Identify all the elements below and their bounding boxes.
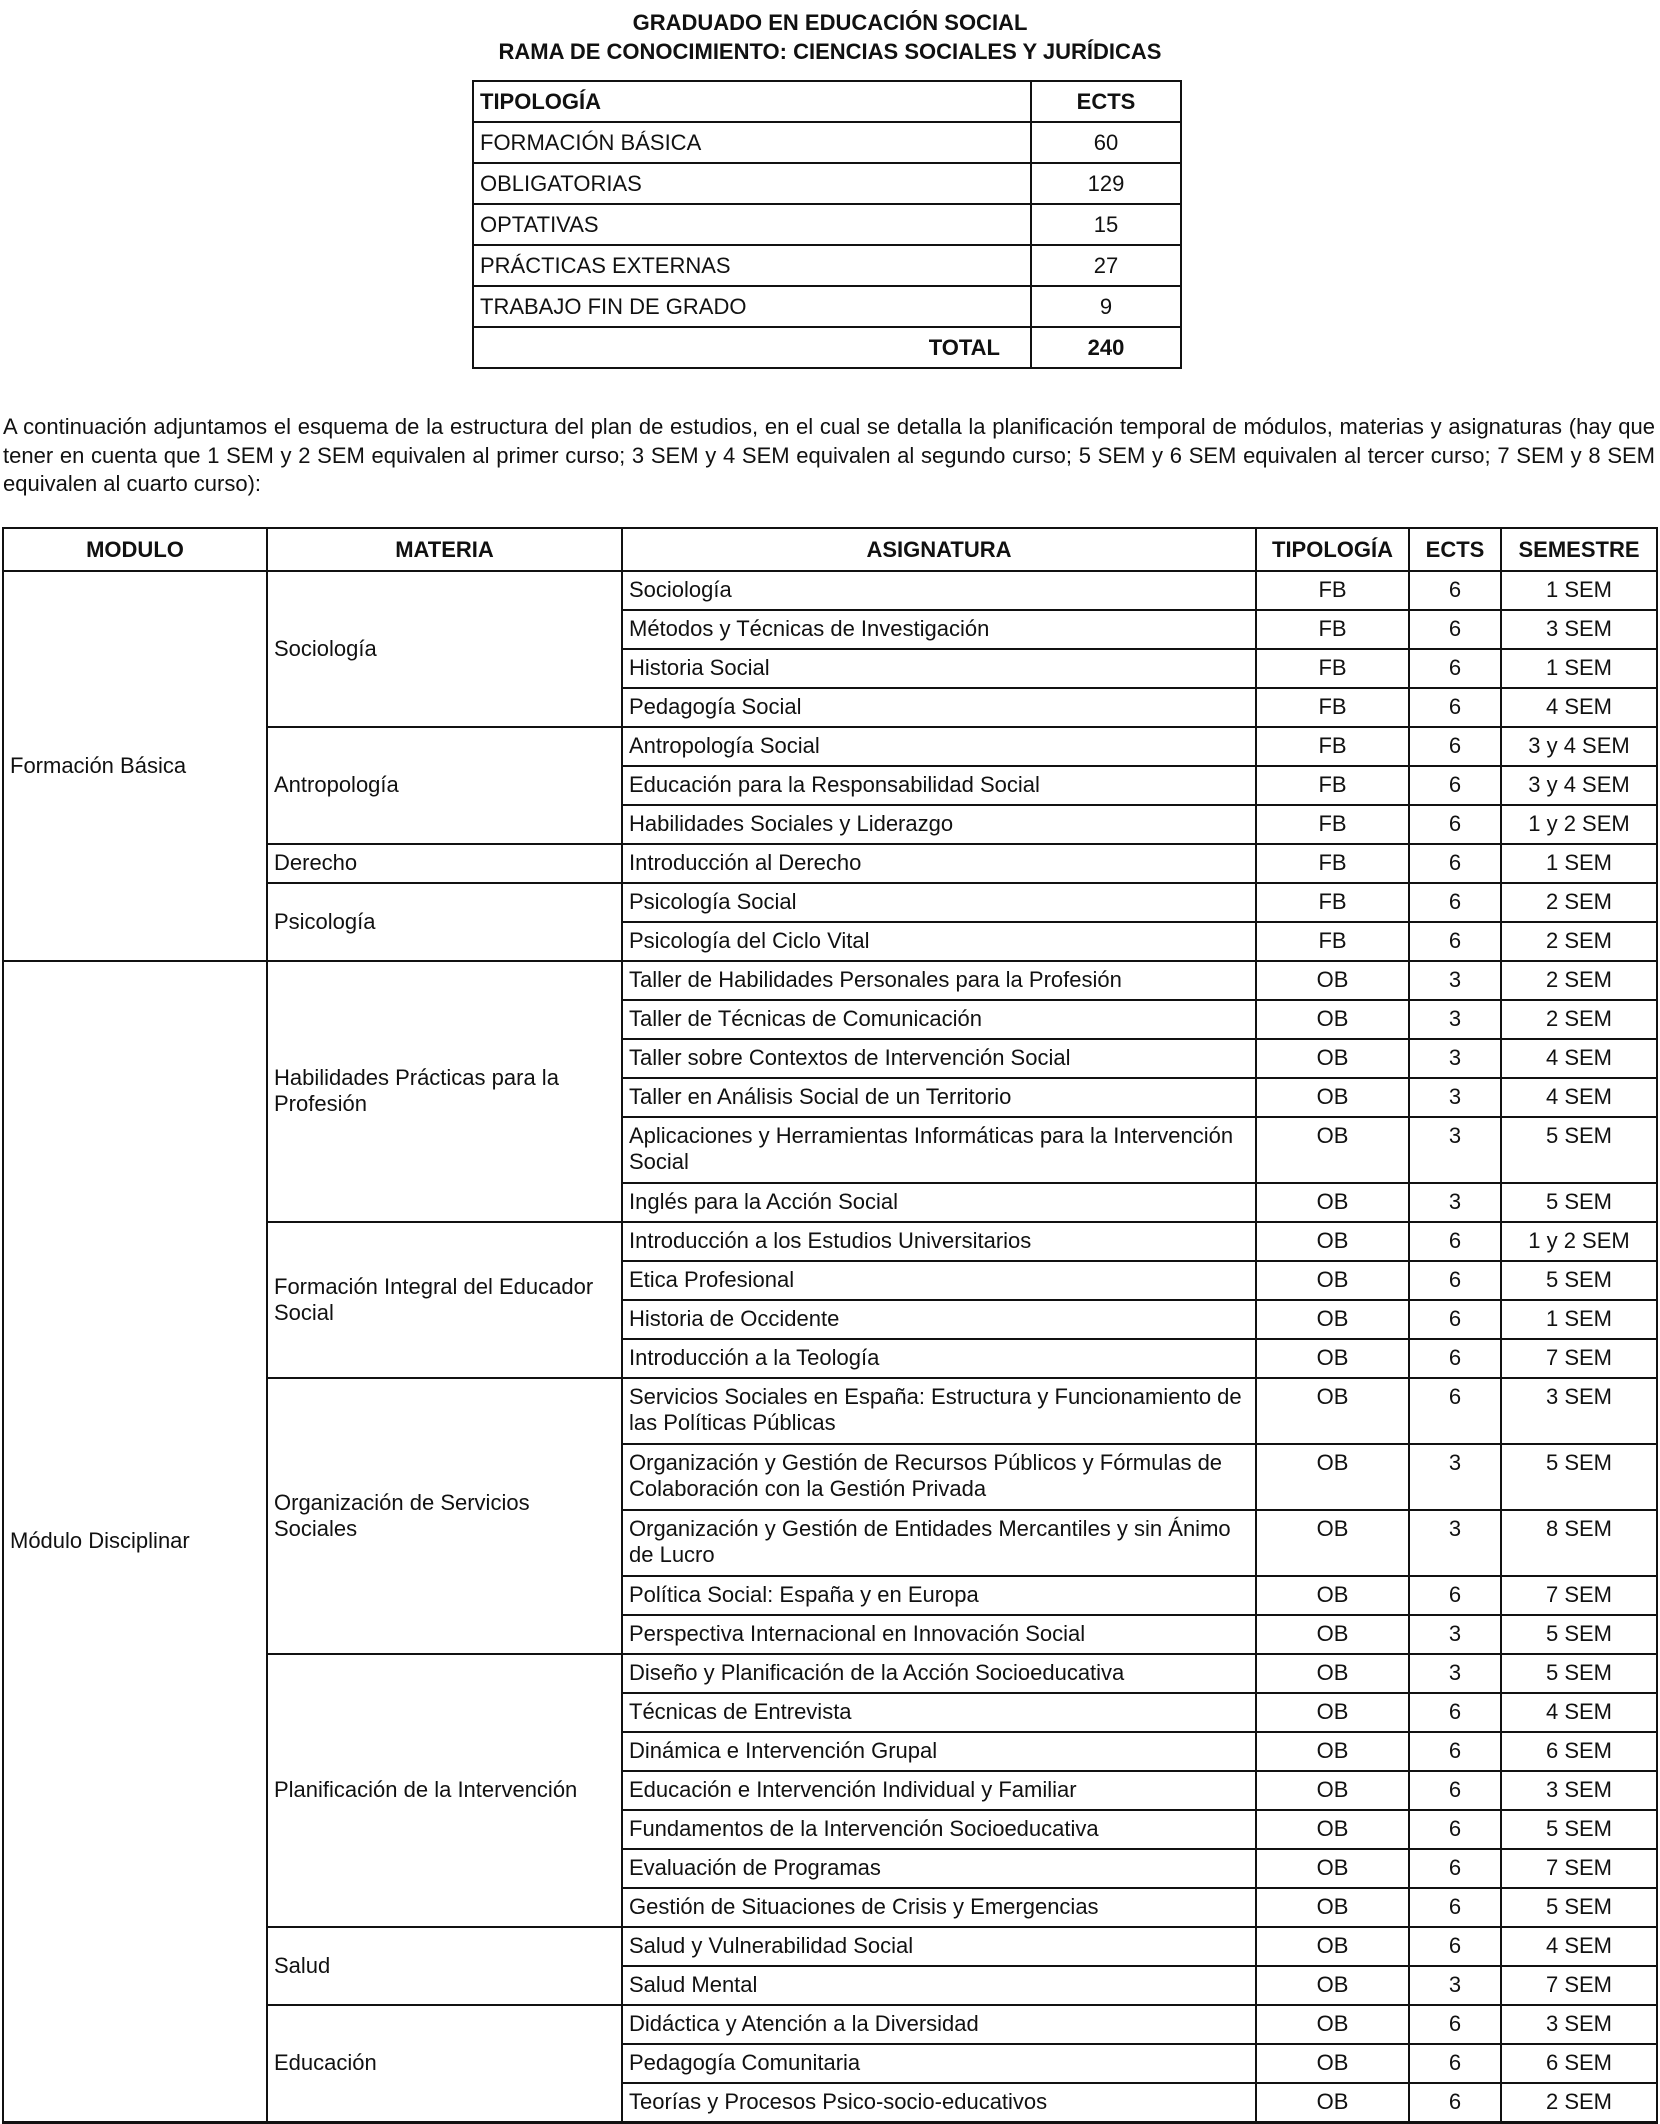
- semestre-cell: 7 SEM: [1501, 1849, 1657, 1888]
- asignatura-cell: Habilidades Sociales y Liderazgo: [622, 805, 1256, 844]
- tipologia-cell: OB: [1256, 1849, 1409, 1888]
- ects-cell: 6: [1409, 2083, 1501, 2123]
- header-semestre: SEMESTRE: [1501, 528, 1657, 571]
- ects-cell: 3: [1409, 961, 1501, 1000]
- ects-cell: 3: [1409, 1078, 1501, 1117]
- asignatura-cell: Salud Mental: [622, 1966, 1256, 2005]
- summary-header-tipologia: TIPOLOGÍA: [473, 81, 1031, 122]
- asignatura-cell: Política Social: España y en Europa: [622, 1576, 1256, 1615]
- asignatura-cell: Métodos y Técnicas de Investigación: [622, 610, 1256, 649]
- asignatura-cell: Historia Social: [622, 649, 1256, 688]
- materia-cell: Habilidades Prácticas para la Profesión: [267, 961, 622, 1222]
- asignatura-cell: Aplicaciones y Herramientas Informáticas para la Intervención Social: [622, 1117, 1256, 1183]
- semestre-cell: 3 SEM: [1501, 2005, 1657, 2044]
- header-modulo: MODULO: [3, 528, 267, 571]
- asignatura-cell: Taller de Habilidades Personales para la Profesión: [622, 961, 1256, 1000]
- table-row: [3, 961, 1657, 1000]
- header-tipologia: TIPOLOGÍA: [1256, 528, 1409, 571]
- ects-cell: 3: [1409, 1444, 1501, 1510]
- tipologia-cell: FB: [1256, 805, 1409, 844]
- semestre-cell: 2 SEM: [1501, 883, 1657, 922]
- summary-tipologia: OBLIGATORIAS: [473, 163, 1031, 204]
- header-ects: ECTS: [1409, 528, 1501, 571]
- ects-cell: 6: [1409, 922, 1501, 961]
- tipologia-cell: OB: [1256, 1078, 1409, 1117]
- materia-cell: Organización de Servicios Sociales: [267, 1378, 622, 1654]
- tipologia-cell: OB: [1256, 1810, 1409, 1849]
- semestre-cell: 1 y 2 SEM: [1501, 1222, 1657, 1261]
- asignatura-cell: Antropología Social: [622, 727, 1256, 766]
- asignatura-cell: Introducción a los Estudios Universitarios: [622, 1222, 1256, 1261]
- ects-cell: 6: [1409, 610, 1501, 649]
- summary-total-value: 240: [1031, 327, 1181, 368]
- asignatura-cell: Psicología Social: [622, 883, 1256, 922]
- asignatura-cell: Evaluación de Programas: [622, 1849, 1256, 1888]
- asignatura-cell: Sociología: [622, 571, 1256, 610]
- summary-tipologia: PRÁCTICAS EXTERNAS: [473, 245, 1031, 286]
- summary-ects: 9: [1031, 286, 1181, 327]
- asignatura-cell: Introducción a la Teología: [622, 1339, 1256, 1378]
- tipologia-cell: OB: [1256, 1615, 1409, 1654]
- asignatura-cell: Dinámica e Intervención Grupal: [622, 1732, 1256, 1771]
- summary-tipologia: FORMACIÓN BÁSICA: [473, 122, 1031, 163]
- semestre-cell: 7 SEM: [1501, 1339, 1657, 1378]
- document-subtitle: RAMA DE CONOCIMIENTO: CIENCIAS SOCIALES Y JURÍDICAS: [498, 39, 1162, 64]
- ects-cell: 6: [1409, 1927, 1501, 1966]
- ects-cell: 6: [1409, 766, 1501, 805]
- tipologia-cell: OB: [1256, 1300, 1409, 1339]
- asignatura-cell: Taller de Técnicas de Comunicación: [622, 1000, 1256, 1039]
- semestre-cell: 5 SEM: [1501, 1444, 1657, 1510]
- summary-row: [473, 204, 1181, 245]
- asignatura-cell: Pedagogía Comunitaria: [622, 2044, 1256, 2083]
- materia-cell: Formación Integral del Educador Social: [267, 1222, 622, 1378]
- ects-cell: 6: [1409, 805, 1501, 844]
- tipologia-cell: OB: [1256, 1117, 1409, 1183]
- tipologia-cell: OB: [1256, 1510, 1409, 1576]
- semestre-cell: 3 SEM: [1501, 610, 1657, 649]
- asignatura-cell: Fundamentos de la Intervención Socioeducativa: [622, 1810, 1256, 1849]
- asignatura-cell: Taller sobre Contextos de Intervención Social: [622, 1039, 1256, 1078]
- semestre-cell: 4 SEM: [1501, 688, 1657, 727]
- materia-cell: Psicología: [267, 883, 622, 961]
- ects-cell: 6: [1409, 1810, 1501, 1849]
- ects-cell: 6: [1409, 2044, 1501, 2083]
- materia-cell: Planificación de la Intervención: [267, 1654, 622, 1927]
- asignatura-cell: Introducción al Derecho: [622, 844, 1256, 883]
- ects-cell: 3: [1409, 1000, 1501, 1039]
- semestre-cell: 4 SEM: [1501, 1927, 1657, 1966]
- modulo-cell: Módulo Disciplinar: [3, 961, 267, 2123]
- ects-cell: 6: [1409, 1378, 1501, 1444]
- semestre-cell: 3 SEM: [1501, 1378, 1657, 1444]
- summary-header-ects: ECTS: [1031, 81, 1181, 122]
- semestre-cell: 4 SEM: [1501, 1039, 1657, 1078]
- ects-cell: 6: [1409, 844, 1501, 883]
- tipologia-cell: OB: [1256, 1966, 1409, 2005]
- table-row: [3, 571, 1657, 610]
- semestre-cell: 1 SEM: [1501, 1300, 1657, 1339]
- tipologia-cell: OB: [1256, 1378, 1409, 1444]
- tipologia-cell: OB: [1256, 1000, 1409, 1039]
- semestre-cell: 4 SEM: [1501, 1078, 1657, 1117]
- semestre-cell: 3 y 4 SEM: [1501, 766, 1657, 805]
- summary-header-row: [473, 81, 1181, 122]
- ects-cell: 3: [1409, 1039, 1501, 1078]
- header-materia: MATERIA: [267, 528, 622, 571]
- tipologia-cell: FB: [1256, 688, 1409, 727]
- tipologia-cell: FB: [1256, 922, 1409, 961]
- ects-cell: 6: [1409, 1300, 1501, 1339]
- semestre-cell: 7 SEM: [1501, 1966, 1657, 2005]
- asignatura-cell: Perspectiva Internacional en Innovación Social: [622, 1615, 1256, 1654]
- tipologia-cell: OB: [1256, 1261, 1409, 1300]
- semestre-cell: 7 SEM: [1501, 1576, 1657, 1615]
- ects-cell: 6: [1409, 1771, 1501, 1810]
- semestre-cell: 5 SEM: [1501, 1654, 1657, 1693]
- tipologia-cell: OB: [1256, 1222, 1409, 1261]
- asignatura-cell: Teorías y Procesos Psico-socio-educativos: [622, 2083, 1256, 2123]
- asignatura-cell: Educación para la Responsabilidad Social: [622, 766, 1256, 805]
- asignatura-cell: Técnicas de Entrevista: [622, 1693, 1256, 1732]
- tipologia-cell: OB: [1256, 1927, 1409, 1966]
- ects-cell: 6: [1409, 1261, 1501, 1300]
- ects-cell: 6: [1409, 727, 1501, 766]
- semestre-cell: 2 SEM: [1501, 1000, 1657, 1039]
- summary-row: [473, 163, 1181, 204]
- summary-ects: 60: [1031, 122, 1181, 163]
- summary-total-row: [473, 327, 1181, 368]
- asignatura-cell: Organización y Gestión de Entidades Mercantiles y sin Ánimo de Lucro: [622, 1510, 1256, 1576]
- study-plan-table: [2, 527, 1658, 2124]
- ects-cell: 3: [1409, 1966, 1501, 2005]
- ects-cell: 6: [1409, 1576, 1501, 1615]
- semestre-cell: 1 SEM: [1501, 844, 1657, 883]
- semestre-cell: 8 SEM: [1501, 1510, 1657, 1576]
- summary-row: [473, 286, 1181, 327]
- tipologia-cell: OB: [1256, 2083, 1409, 2123]
- tipologia-cell: FB: [1256, 649, 1409, 688]
- tipologia-cell: FB: [1256, 766, 1409, 805]
- tipologia-cell: OB: [1256, 1183, 1409, 1222]
- semestre-cell: 5 SEM: [1501, 1183, 1657, 1222]
- ects-cell: 6: [1409, 1732, 1501, 1771]
- asignatura-cell: Educación e Intervención Individual y Familiar: [622, 1771, 1256, 1810]
- ects-cell: 6: [1409, 688, 1501, 727]
- ects-cell: 6: [1409, 883, 1501, 922]
- asignatura-cell: Gestión de Situaciones de Crisis y Emergencias: [622, 1888, 1256, 1927]
- tipologia-cell: OB: [1256, 2044, 1409, 2083]
- ects-cell: 6: [1409, 2005, 1501, 2044]
- ects-cell: 6: [1409, 571, 1501, 610]
- ects-cell: 6: [1409, 1222, 1501, 1261]
- semestre-cell: 4 SEM: [1501, 1693, 1657, 1732]
- asignatura-cell: Didáctica y Atención a la Diversidad: [622, 2005, 1256, 2044]
- plan-header-row: [3, 528, 1657, 571]
- asignatura-cell: Organización y Gestión de Recursos Públicos y Fórmulas de Colaboración con la Gestión Privada: [622, 1444, 1256, 1510]
- tipologia-cell: FB: [1256, 844, 1409, 883]
- tipologia-cell: FB: [1256, 610, 1409, 649]
- asignatura-cell: Inglés para la Acción Social: [622, 1183, 1256, 1222]
- asignatura-cell: Psicología del Ciclo Vital: [622, 922, 1256, 961]
- ects-summary-table: [472, 80, 1182, 369]
- materia-cell: Sociología: [267, 571, 622, 727]
- ects-cell: 6: [1409, 1339, 1501, 1378]
- ects-cell: 3: [1409, 1117, 1501, 1183]
- summary-total-label: TOTAL: [473, 327, 1031, 368]
- asignatura-cell: Etica Profesional: [622, 1261, 1256, 1300]
- semestre-cell: 5 SEM: [1501, 1810, 1657, 1849]
- modulo-cell: Formación Básica: [3, 571, 267, 961]
- semestre-cell: 2 SEM: [1501, 961, 1657, 1000]
- materia-cell: Salud: [267, 1927, 622, 2005]
- ects-cell: 3: [1409, 1183, 1501, 1222]
- semestre-cell: 3 y 4 SEM: [1501, 727, 1657, 766]
- tipologia-cell: OB: [1256, 1693, 1409, 1732]
- ects-cell: 6: [1409, 1849, 1501, 1888]
- tipologia-cell: OB: [1256, 961, 1409, 1000]
- asignatura-cell: Diseño y Planificación de la Acción Socioeducativa: [622, 1654, 1256, 1693]
- tipologia-cell: FB: [1256, 727, 1409, 766]
- intro-paragraph: A continuación adjuntamos el esquema de la estructura del plan de estudios, en el cual se detalla la planificación temporal de módulos, materias y asignaturas (hay que tener en cuenta que 1 SEM y 2 SEM equivalen al primer curso; 3 SEM y 4 SEM equivalen al segundo curso; 5 SEM y 6 SEM equivalen al tercer curso; 7 SEM y 8 SEM equivalen al cuarto curso):: [3, 414, 1655, 497]
- ects-cell: 6: [1409, 1693, 1501, 1732]
- summary-ects: 15: [1031, 204, 1181, 245]
- asignatura-cell: Historia de Occidente: [622, 1300, 1256, 1339]
- semestre-cell: 6 SEM: [1501, 2044, 1657, 2083]
- ects-cell: 6: [1409, 649, 1501, 688]
- semestre-cell: 2 SEM: [1501, 922, 1657, 961]
- asignatura-cell: Salud y Vulnerabilidad Social: [622, 1927, 1256, 1966]
- semestre-cell: 1 SEM: [1501, 649, 1657, 688]
- semestre-cell: 6 SEM: [1501, 1732, 1657, 1771]
- tipologia-cell: OB: [1256, 1576, 1409, 1615]
- tipologia-cell: OB: [1256, 1339, 1409, 1378]
- header-asignatura: ASIGNATURA: [622, 528, 1256, 571]
- asignatura-cell: Taller en Análisis Social de un Territorio: [622, 1078, 1256, 1117]
- summary-row: [473, 245, 1181, 286]
- tipologia-cell: OB: [1256, 1771, 1409, 1810]
- tipologia-cell: OB: [1256, 1732, 1409, 1771]
- semestre-cell: 5 SEM: [1501, 1261, 1657, 1300]
- semestre-cell: 1 y 2 SEM: [1501, 805, 1657, 844]
- semestre-cell: 3 SEM: [1501, 1771, 1657, 1810]
- ects-cell: 6: [1409, 1888, 1501, 1927]
- ects-cell: 3: [1409, 1615, 1501, 1654]
- materia-cell: Antropología: [267, 727, 622, 844]
- semestre-cell: 5 SEM: [1501, 1615, 1657, 1654]
- asignatura-cell: Pedagogía Social: [622, 688, 1256, 727]
- tipologia-cell: OB: [1256, 1654, 1409, 1693]
- semestre-cell: 1 SEM: [1501, 571, 1657, 610]
- summary-row: [473, 122, 1181, 163]
- summary-ects: 27: [1031, 245, 1181, 286]
- summary-tipologia: TRABAJO FIN DE GRADO: [473, 286, 1031, 327]
- document-title: GRADUADO EN EDUCACIÓN SOCIAL: [632, 10, 1028, 35]
- tipologia-cell: OB: [1256, 2005, 1409, 2044]
- semestre-cell: 5 SEM: [1501, 1888, 1657, 1927]
- summary-ects: 129: [1031, 163, 1181, 204]
- ects-cell: 3: [1409, 1654, 1501, 1693]
- materia-cell: Educación: [267, 2005, 622, 2123]
- ects-cell: 3: [1409, 1510, 1501, 1576]
- summary-tipologia: OPTATIVAS: [473, 204, 1031, 245]
- tipologia-cell: OB: [1256, 1888, 1409, 1927]
- tipologia-cell: OB: [1256, 1039, 1409, 1078]
- semestre-cell: 2 SEM: [1501, 2083, 1657, 2123]
- tipologia-cell: FB: [1256, 571, 1409, 610]
- materia-cell: Derecho: [267, 844, 622, 883]
- tipologia-cell: OB: [1256, 1444, 1409, 1510]
- asignatura-cell: Servicios Sociales en España: Estructura y Funcionamiento de las Políticas Públicas: [622, 1378, 1256, 1444]
- tipologia-cell: FB: [1256, 883, 1409, 922]
- semestre-cell: 5 SEM: [1501, 1117, 1657, 1183]
